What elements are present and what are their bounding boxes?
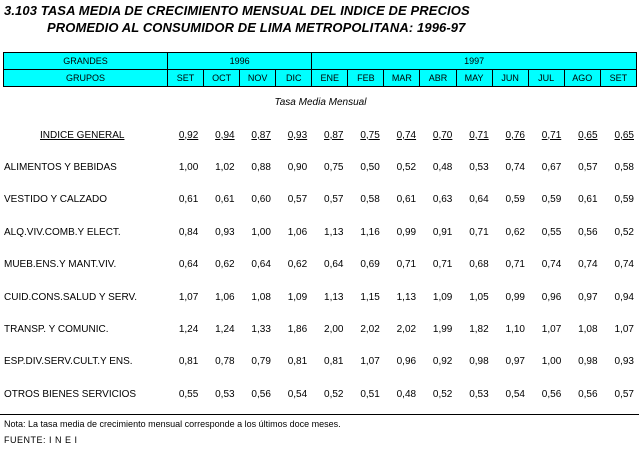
table-cell: 0,81 [324, 356, 344, 368]
header-row-years [4, 53, 637, 70]
row-label: INDICE GENERAL [40, 129, 125, 141]
table-row [0, 216, 638, 248]
month-header: JUL [528, 70, 564, 87]
table-cell: 0,74 [396, 129, 417, 141]
table-cell: 0,88 [251, 162, 271, 174]
table-cell: 0,59 [505, 194, 525, 206]
table-cell: 1,07 [614, 324, 634, 336]
table-cell: 0,74 [541, 259, 562, 271]
footer-divider [0, 414, 639, 415]
table-cell: 1,10 [505, 324, 525, 336]
table-cell: 0,87 [251, 129, 271, 141]
table-cell: 0,58 [360, 194, 380, 206]
table-cell: 1,08 [578, 324, 598, 336]
table-cell: 2,02 [360, 324, 380, 336]
table-cell: 0,58 [614, 162, 634, 174]
table-cell: 1,24 [178, 324, 199, 336]
header-label-grupos: GRUPOS [4, 70, 168, 87]
table-cell: 0,55 [178, 388, 199, 400]
table-cell: 1,82 [469, 324, 489, 336]
table-cell: 0,71 [469, 226, 489, 238]
table-cell: 0,48 [396, 388, 417, 400]
table-cell: 0,84 [178, 226, 199, 238]
table-cell: 1,09 [287, 291, 308, 303]
month-header: SET [600, 70, 636, 87]
table-cell: 0,71 [469, 129, 489, 141]
table-cell: 0,55 [541, 226, 562, 238]
data-table [0, 119, 638, 411]
table-cell: 0,81 [178, 356, 199, 368]
table-cell: 0,54 [287, 388, 308, 400]
table-cell: 0,63 [432, 194, 453, 206]
table-cell: 0,81 [287, 356, 308, 368]
table-cell: 0,48 [432, 162, 453, 174]
month-header: MAY [456, 70, 492, 87]
table-cell: 0,74 [505, 162, 525, 174]
table-cell: 0,52 [614, 226, 634, 238]
table-cell: 1,00 [251, 226, 271, 238]
table-cell: 0,93 [287, 129, 308, 141]
table-cell: 1,13 [324, 226, 344, 238]
table-cell: 0,97 [505, 356, 525, 368]
table-cell: 0,75 [324, 162, 344, 174]
table-subtitle: Tasa Media Mensual [274, 97, 367, 108]
table-cell: 0,67 [541, 162, 562, 174]
table-cell: 0,76 [505, 129, 525, 141]
table-cell: 0,71 [432, 259, 453, 271]
table-cell: 0,57 [578, 162, 598, 174]
table-cell: 0,65 [614, 129, 634, 141]
table-cell: 0,59 [541, 194, 562, 206]
table-cell: 1,24 [215, 324, 235, 336]
table-cell: 1,07 [541, 324, 562, 336]
table-cell: 1,09 [432, 291, 453, 303]
row-label: ALIMENTOS Y BEBIDAS [4, 162, 117, 174]
table-cell: 0,52 [396, 162, 417, 174]
table-title-line-1: 3.103 TASA MEDIA DE CRECIMIENTO MENSUAL DEL INDICE DE PRECIOS [4, 3, 470, 18]
table-cell: 0,61 [578, 194, 598, 206]
table-cell: 0,57 [324, 194, 344, 206]
table-row [0, 249, 638, 281]
table-cell: 0,91 [432, 226, 453, 238]
table-cell: 0,68 [469, 259, 489, 271]
header-year-1997: 1997 [312, 53, 637, 70]
table-cell: 0,64 [324, 259, 344, 271]
table-cell: 0,62 [505, 226, 525, 238]
table-cell: 0,74 [614, 259, 634, 271]
row-label: ALQ.VIV.COMB.Y ELECT. [4, 226, 121, 238]
row-label: CUID.CONS.SALUD Y SERV. [4, 291, 138, 303]
row-label: OTROS BIENES SERVICIOS [4, 388, 137, 400]
month-header: AGO [564, 70, 600, 87]
table-cell: 0,56 [251, 388, 271, 400]
month-header: SET [168, 70, 204, 87]
header-year-1996: 1996 [168, 53, 312, 70]
table-row-total [0, 119, 638, 151]
header-row-months [4, 70, 637, 87]
table-cell: 0,64 [251, 259, 271, 271]
table-cell: 0,61 [396, 194, 417, 206]
table-cell: 0,74 [578, 259, 598, 271]
row-label: VESTIDO Y CALZADO [4, 194, 107, 206]
table-cell: 0,94 [614, 291, 634, 303]
table-cell: 0,96 [396, 356, 417, 368]
table-cell: 1,15 [360, 291, 380, 303]
table-cell: 0,62 [215, 259, 235, 271]
table-cell: 0,99 [505, 291, 525, 303]
table-cell: 0,99 [396, 226, 417, 238]
table-cell: 0,98 [578, 356, 598, 368]
table-cell: 0,98 [469, 356, 489, 368]
table-cell: 0,92 [178, 129, 199, 141]
table-cell: 1,06 [287, 226, 308, 238]
table-cell: 1,05 [469, 291, 489, 303]
table-cell: 0,59 [614, 194, 634, 206]
table-cell: 1,99 [432, 324, 453, 336]
table-cell: 0,97 [578, 291, 598, 303]
table-cell: 1,16 [360, 226, 380, 238]
table-cell: 1,08 [251, 291, 271, 303]
month-header: JUN [492, 70, 528, 87]
table-cell: 0,62 [287, 259, 308, 271]
footnote: Nota: La tasa media de crecimiento mensual corresponde a los últimos doce meses. [4, 419, 341, 429]
table-cell: 0,53 [215, 388, 235, 400]
table-title-line-2: PROMEDIO AL CONSUMIDOR DE LIMA METROPOLITANA: 1996-97 [47, 20, 466, 35]
table-cell: 0,75 [360, 129, 380, 141]
table-cell: 0,57 [287, 194, 308, 206]
table-cell: 2,02 [396, 324, 417, 336]
table-cell: 0,52 [324, 388, 344, 400]
month-header: DIC [276, 70, 312, 87]
table-cell: 0,79 [251, 356, 271, 368]
table-row [0, 184, 638, 216]
table-cell: 1,07 [178, 291, 199, 303]
month-header: ABR [420, 70, 456, 87]
table-cell: 1,33 [251, 324, 271, 336]
table-cell: 0,64 [178, 259, 199, 271]
table-cell: 0,87 [324, 129, 344, 141]
table-cell: 0,93 [215, 226, 235, 238]
table-cell: 2,00 [324, 324, 344, 336]
table-cell: 0,93 [614, 356, 634, 368]
table-cell: 0,71 [505, 259, 525, 271]
table-cell: 0,50 [360, 162, 380, 174]
table-row [0, 281, 638, 313]
month-header: FEB [348, 70, 384, 87]
table-cell: 1,07 [360, 356, 380, 368]
month-header: OCT [204, 70, 240, 87]
table-cell: 0,71 [396, 259, 417, 271]
table-cell: 0,64 [469, 194, 489, 206]
source-line: FUENTE: I N E I [4, 435, 78, 445]
table-cell: 0,52 [432, 388, 453, 400]
column-header [3, 52, 637, 87]
table-cell: 1,00 [541, 356, 562, 368]
table-cell: 0,90 [287, 162, 308, 174]
table-cell: 0,61 [178, 194, 199, 206]
table-cell: 1,02 [215, 162, 235, 174]
header-label-grandes: GRANDES [4, 53, 168, 70]
table-cell: 0,94 [215, 129, 235, 141]
row-label: MUEB.ENS.Y MANT.VIV. [4, 259, 117, 271]
table-cell: 0,56 [541, 388, 562, 400]
table-cell: 0,70 [432, 129, 453, 141]
table-cell: 0,69 [360, 259, 380, 271]
table-cell: 0,57 [614, 388, 634, 400]
table-row [0, 151, 638, 183]
table-cell: 0,56 [578, 226, 598, 238]
month-header: MAR [384, 70, 420, 87]
table-cell: 0,60 [251, 194, 271, 206]
row-label: ESP.DIV.SERV.CULT.Y ENS. [4, 356, 133, 368]
table-cell: 0,65 [578, 129, 598, 141]
table-row [0, 378, 638, 410]
table-cell: 1,13 [324, 291, 344, 303]
table-cell: 0,53 [469, 162, 489, 174]
table-cell: 1,86 [287, 324, 308, 336]
table-cell: 0,56 [578, 388, 598, 400]
table-cell: 1,13 [396, 291, 417, 303]
table-cell: 0,71 [541, 129, 562, 141]
table-cell: 0,78 [215, 356, 235, 368]
table-cell: 1,00 [178, 162, 199, 174]
row-label: TRANSP. Y COMUNIC. [4, 324, 109, 336]
table-row [0, 346, 638, 378]
month-header: ENE [312, 70, 348, 87]
month-header: NOV [240, 70, 276, 87]
table-cell: 0,61 [215, 194, 235, 206]
table-cell: 0,92 [432, 356, 453, 368]
table-cell: 0,53 [469, 388, 489, 400]
table-cell: 0,51 [360, 388, 380, 400]
table-cell: 0,96 [541, 291, 562, 303]
table-cell: 0,54 [505, 388, 525, 400]
table-cell: 1,06 [215, 291, 235, 303]
table-row [0, 313, 638, 345]
